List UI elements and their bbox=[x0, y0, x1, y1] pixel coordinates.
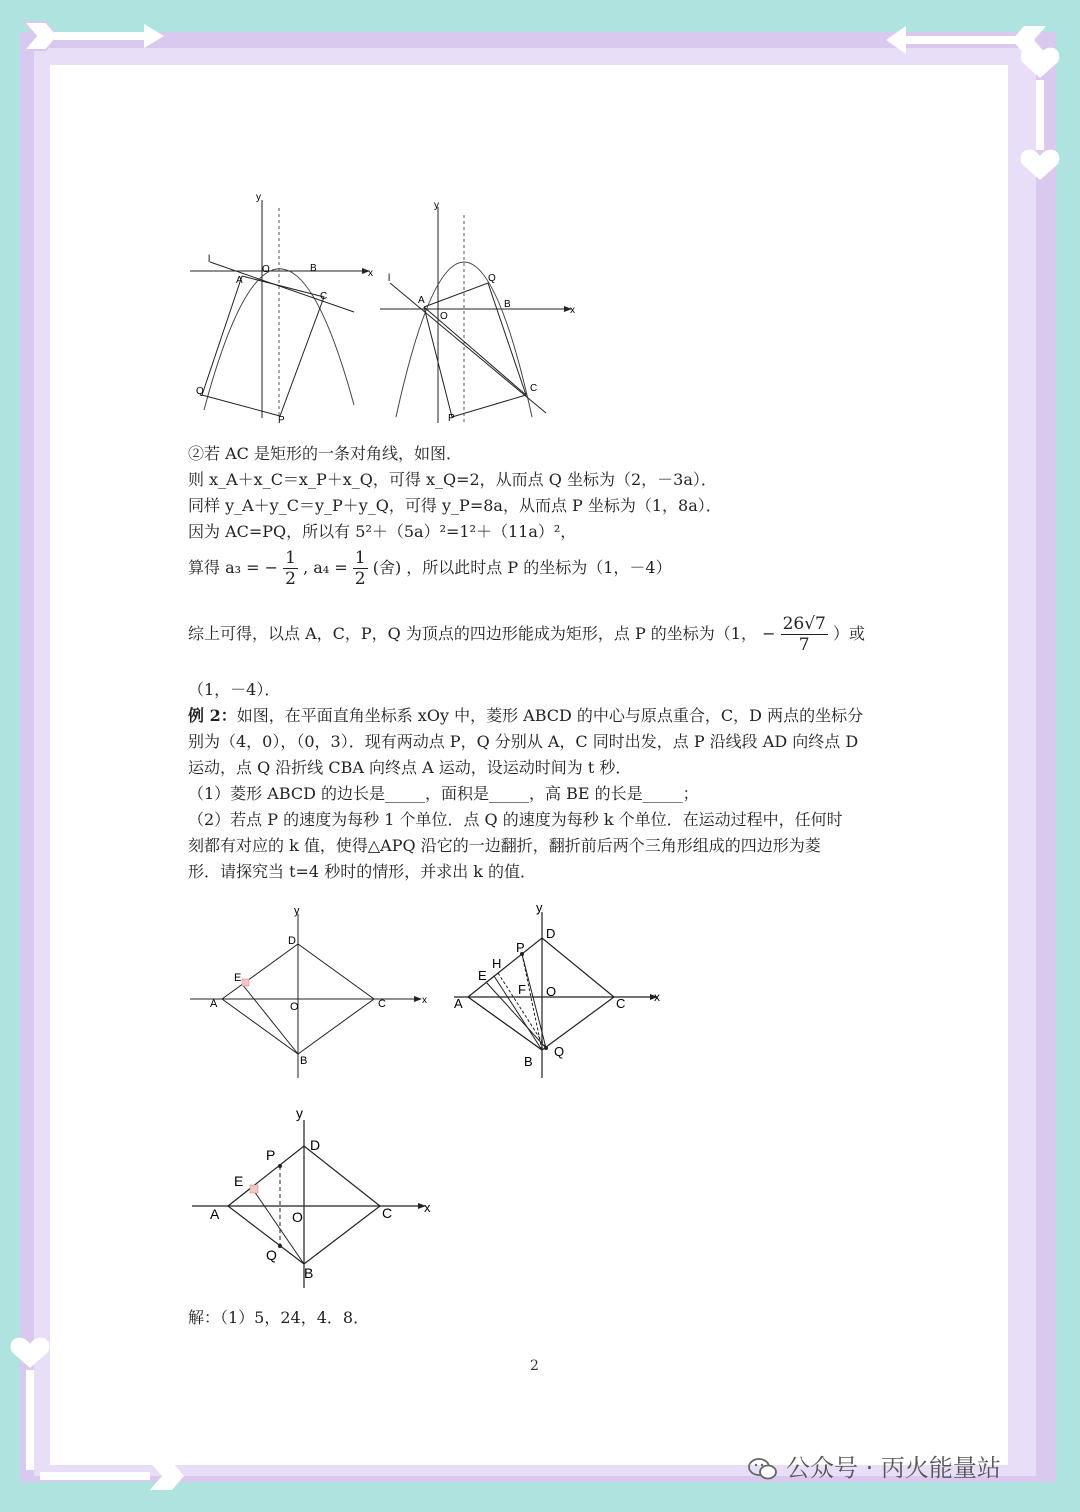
fig5-label-a: A bbox=[210, 1206, 220, 1222]
fig4-label-e: E bbox=[478, 968, 487, 983]
fig3-label-b: B bbox=[300, 1055, 308, 1067]
fig4-label-q: Q bbox=[554, 1044, 565, 1059]
fig5-label-c: C bbox=[382, 1205, 393, 1221]
example2-question1: （1）菱形 ABCD 的边长是_____，面积是_____，高 BE 的长是_____； bbox=[188, 784, 699, 803]
case2-intro: ②若 AC 是矩形的一条对角线，如图． bbox=[188, 444, 462, 463]
figure-rhombus-height bbox=[186, 902, 436, 1082]
answer-line: 解：（1）5，24，4．8． bbox=[188, 1308, 370, 1327]
solve-fraction-a3: $\frac{1}{2}$ bbox=[285, 548, 296, 589]
watermark-text: 公众号 · 丙火能量站 bbox=[786, 1454, 1001, 1482]
watermark bbox=[748, 1448, 1001, 1483]
fig4-label-p: P bbox=[516, 940, 525, 955]
fig3-label-o: O bbox=[290, 1001, 299, 1013]
fig2-label-y: y bbox=[434, 200, 439, 211]
summary-suffix: ）或 bbox=[832, 624, 865, 643]
fig5-label-o: O bbox=[292, 1209, 303, 1225]
figure-rhombus-fold-2 bbox=[186, 1102, 446, 1292]
solve-reject: (舍) bbox=[372, 558, 402, 577]
summary-cont: （1，－4）． bbox=[188, 680, 281, 699]
figure-parabola-right bbox=[376, 195, 581, 430]
example2-text1: 如图，在平面直角坐标系 xOy 中，菱形 ABCD 的中心与原点重合，C，D 两点的坐标分 bbox=[236, 706, 864, 725]
example2-line1 bbox=[188, 706, 863, 726]
fig3-label-e: E bbox=[234, 972, 242, 984]
fig1-label-x: x bbox=[368, 268, 373, 279]
fig1-label-p: P bbox=[278, 415, 285, 426]
fig2-label-l: l bbox=[388, 273, 391, 284]
fig1-label-b: B bbox=[310, 263, 317, 274]
fig3-label-a: A bbox=[210, 998, 218, 1010]
solve-prefix: 算得 bbox=[188, 558, 221, 577]
solve-line bbox=[188, 548, 672, 589]
summary-line bbox=[188, 614, 865, 655]
page-number: 2 bbox=[530, 1358, 539, 1374]
fig2-label-b: B bbox=[504, 299, 511, 310]
fig1-label-q: Q bbox=[196, 386, 204, 397]
fig4-label-x: x bbox=[654, 990, 660, 1004]
fig2-label-c: C bbox=[530, 383, 538, 394]
fig3-label-d: D bbox=[288, 935, 296, 947]
fig5-label-d: D bbox=[310, 1137, 321, 1153]
fig4-label-y: y bbox=[536, 900, 543, 915]
solve-suffix: ，所以此时点 P 的坐标为（1，－4） bbox=[406, 558, 672, 577]
summary-prefix: 综上可得，以点 A，C，P，Q 为顶点的四边形能成为矩形，点 P 的坐标为（1， bbox=[188, 624, 757, 643]
solve-a4: , a₄ = bbox=[303, 558, 348, 577]
summary-fraction: $\frac{26√7}{7}$ bbox=[782, 614, 826, 655]
case2-line1: 则 x_A＋x_C＝x_P＋x_Q，可得 x_Q=2，从而点 Q 坐标为（2，－3a）． bbox=[188, 470, 717, 489]
fig4-label-c: C bbox=[616, 996, 626, 1011]
fig4-label-f: F bbox=[518, 982, 526, 997]
fig5-label-e: E bbox=[234, 1173, 244, 1189]
fig2-label-o: O bbox=[440, 311, 448, 322]
fig3-label-x: x bbox=[422, 995, 427, 1006]
case2-line2: 同样 y_A＋y_C＝y_P＋y_Q，可得 y_P=8a，从而点 P 坐标为（1，8a）． bbox=[188, 496, 722, 515]
example2-label: 例 2： bbox=[188, 706, 237, 725]
case2-line3: 因为 AC=PQ，所以有 5²＋（5a）²=1²＋（11a）²， bbox=[188, 522, 577, 541]
fig4-label-b: B bbox=[524, 1054, 533, 1069]
fig2-label-x: x bbox=[570, 305, 575, 316]
example2-line2: 别为（4，0），（0，3）．现有两动点 P，Q 分别从 A，C 同时出发，点 P 沿线段 AD 向终点 D bbox=[188, 732, 859, 751]
fig2-label-q: Q bbox=[488, 273, 496, 284]
solve-fraction-a4: $\frac{1}{2}$ bbox=[354, 548, 366, 589]
fig1-label-o: O bbox=[262, 264, 270, 275]
fig3-label-y: y bbox=[294, 905, 300, 917]
fig1-label-y: y bbox=[256, 192, 261, 203]
wechat-icon bbox=[748, 1458, 778, 1480]
fig5-label-y: y bbox=[296, 1105, 303, 1121]
solve-a3: a₃ = − bbox=[225, 558, 279, 577]
example2-question2-line2: 刻都有对应的 k 值，使得△APQ 沿它的一边翻折，翻折前后两个三角形组成的四边形为菱 bbox=[188, 836, 821, 855]
summary-minus: − bbox=[762, 624, 776, 643]
example2-question2-line3: 形．请探究当 t=4 秒时的情形，并求出 k 的值． bbox=[188, 862, 537, 881]
fig5-label-q: Q bbox=[266, 1247, 277, 1263]
fig1-label-c: C bbox=[320, 291, 328, 302]
fig4-label-a: A bbox=[454, 996, 463, 1011]
fig1-label-a: A bbox=[236, 275, 243, 286]
arrow-decoration-top-left-icon bbox=[18, 14, 168, 58]
fig4-label-d: D bbox=[546, 926, 556, 941]
fig5-label-p: P bbox=[266, 1147, 276, 1163]
fig2-label-p: P bbox=[448, 413, 455, 424]
example2-question2-line1: （2）若点 P 的速度为每秒 1 个单位．点 Q 的速度为每秒 k 个单位．在运动过程中，任何时 bbox=[188, 810, 843, 829]
example2-line3: 运动，点 Q 沿折线 CBA 向终点 A 运动，设运动时间为 t 秒． bbox=[188, 758, 632, 777]
fig4-label-o: O bbox=[546, 984, 557, 999]
figure-parabola-left bbox=[186, 190, 376, 430]
fig3-label-c: C bbox=[378, 998, 386, 1010]
fig1-label-l: l bbox=[208, 254, 211, 265]
fig5-label-x: x bbox=[424, 1200, 431, 1215]
figure-rhombus-fold-1 bbox=[446, 898, 676, 1084]
heart-decoration-icon bbox=[1012, 40, 1068, 180]
fig4-label-h: H bbox=[492, 956, 502, 971]
fig5-label-b: B bbox=[304, 1265, 314, 1281]
fig2-label-a: A bbox=[418, 295, 425, 306]
